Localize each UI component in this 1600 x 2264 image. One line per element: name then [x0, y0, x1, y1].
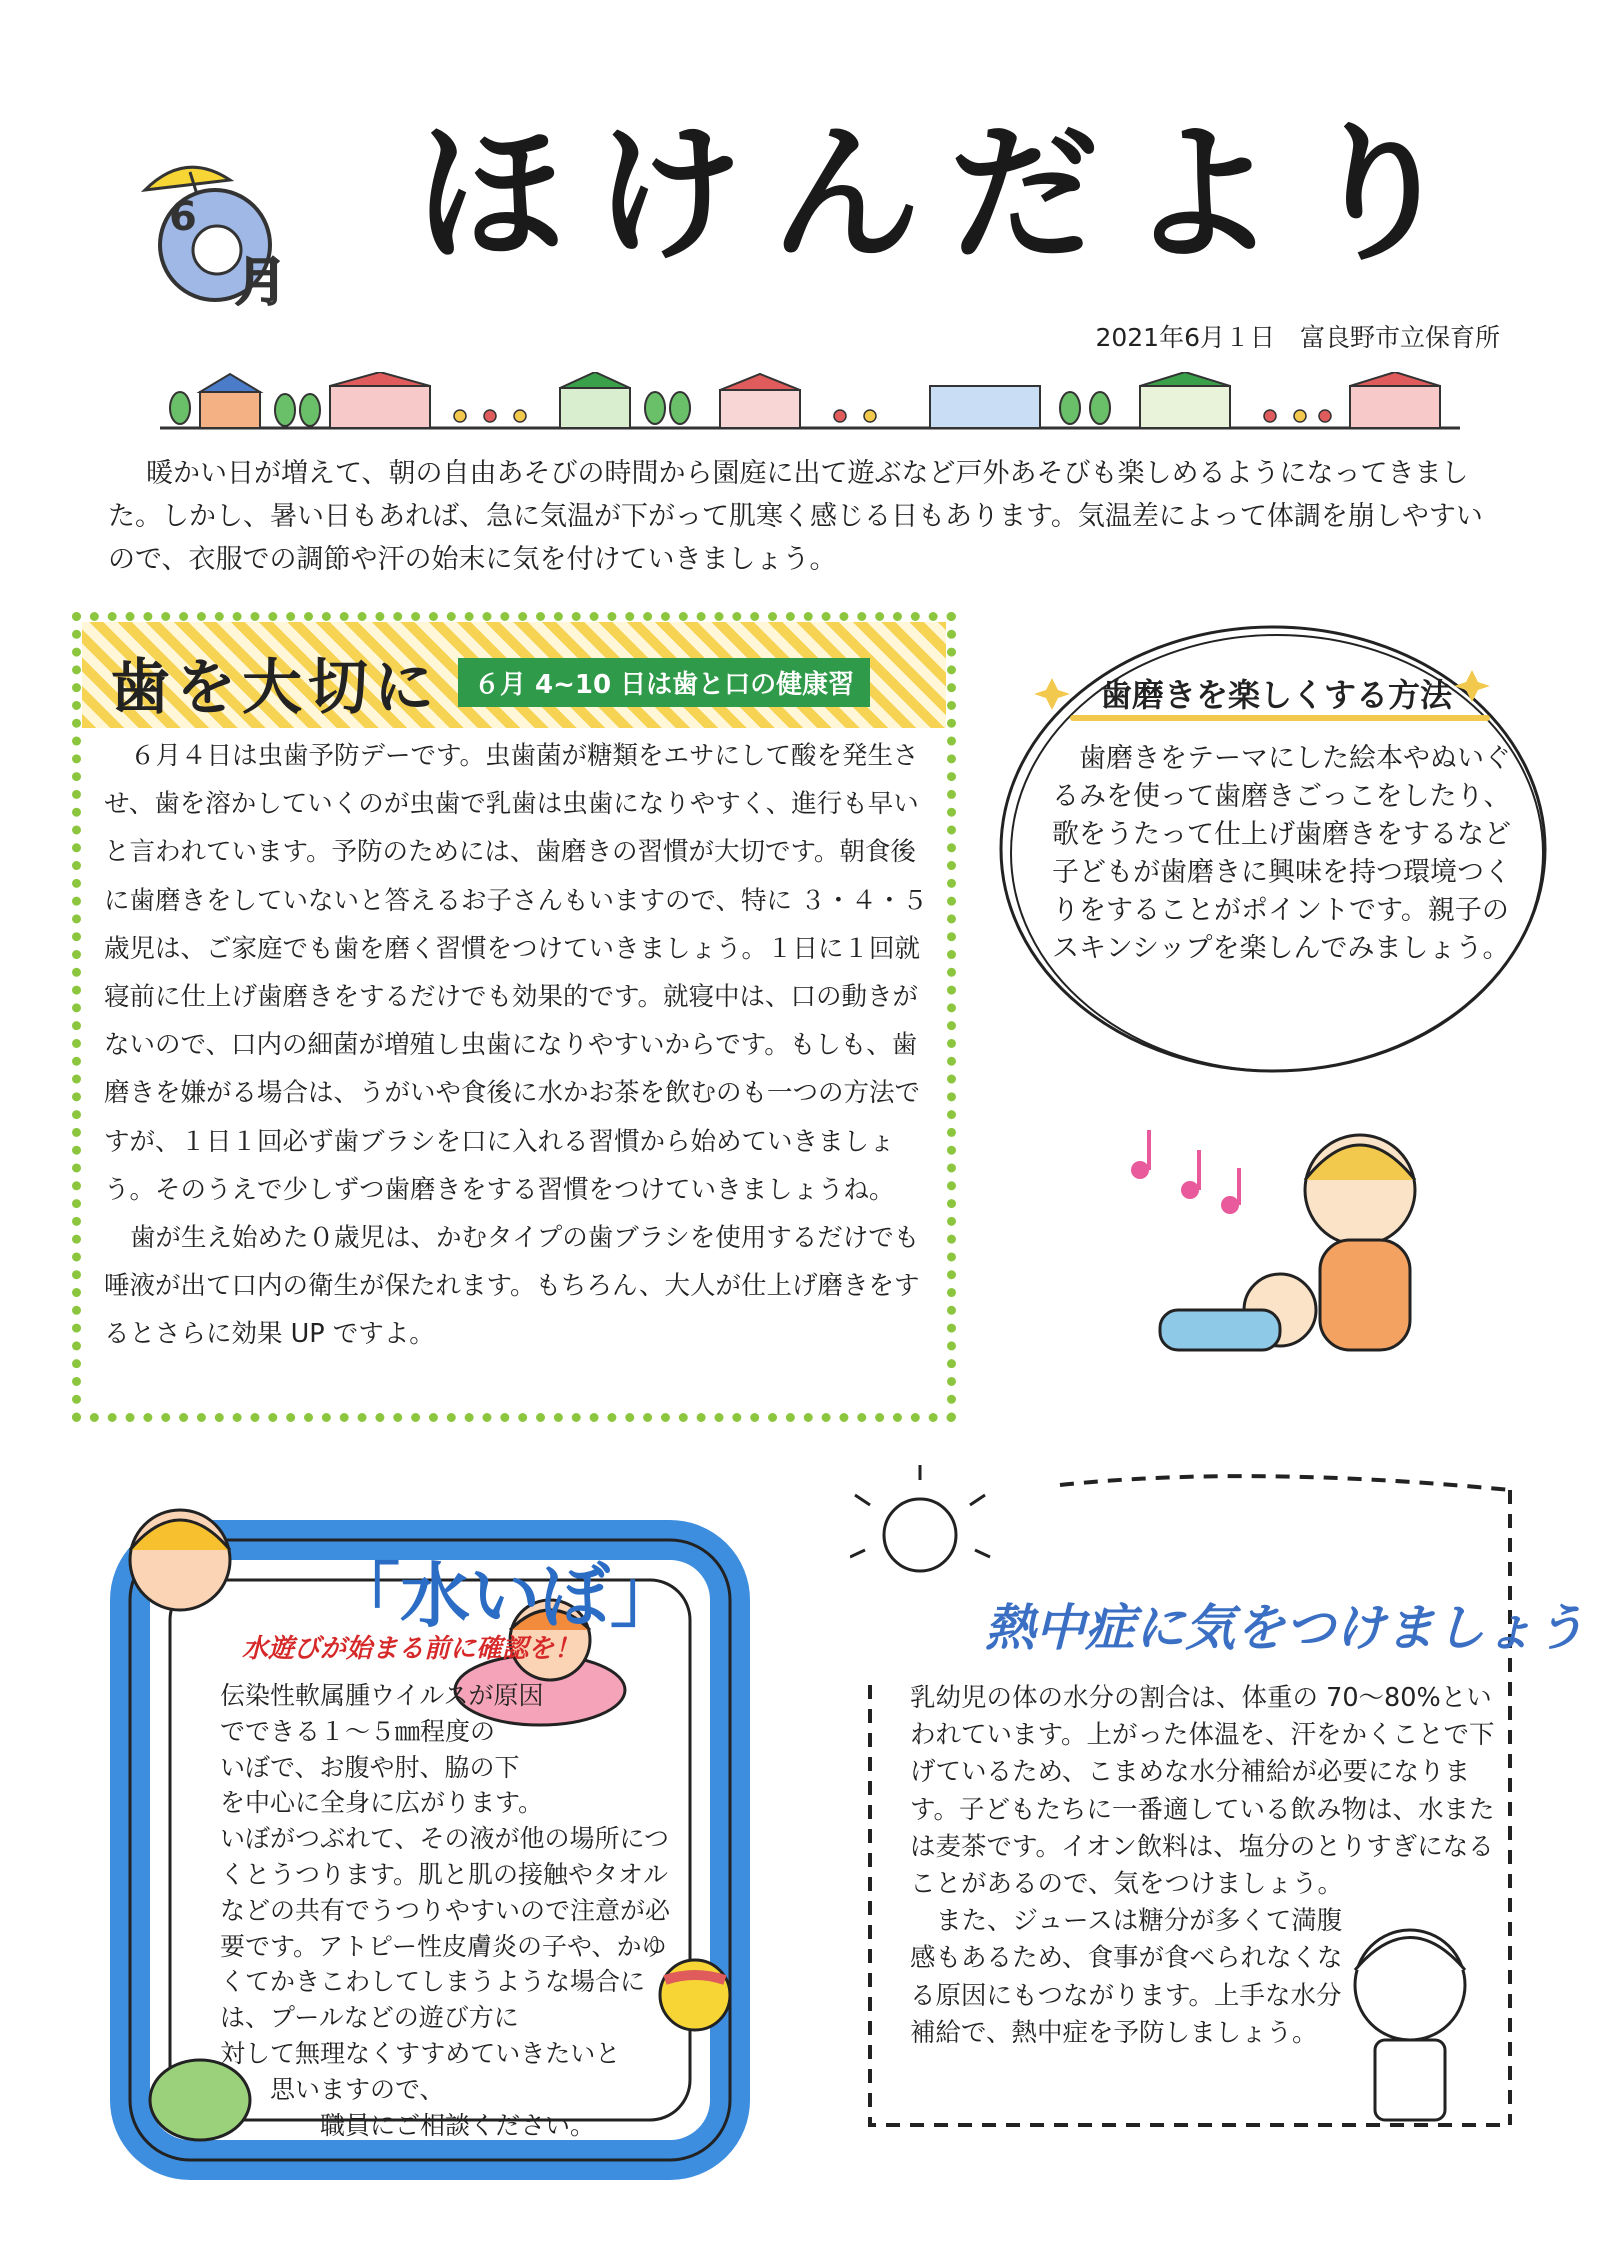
teeth-body: [104, 732, 930, 1359]
month-suffix: 月: [235, 253, 288, 310]
heatstroke-paragraph-2: また、ジュースは糖分が多くて満腹感もあるため、食事が食べられなくなる原因にもつながります。上手な水分補給で、熱中症を予防しましょう。: [910, 1906, 1343, 2048]
brushing-illustration: [1120, 1110, 1460, 1380]
mizuibo-line: いぼがつぶれて、その液が他の場所につ: [220, 1824, 670, 1854]
brushing-paragraph: 歯磨きをテーマにした絵本やぬいぐるみを使って歯磨きごっこをしたり、歌をうたって仕上げ歯磨きをするなど子どもが歯磨きに興味を持つ環境つくりをすることがポイントです。親子のスキンシップを楽しんでみましょう。: [1052, 743, 1511, 964]
month-badge: [135, 150, 305, 310]
mizuibo-body: [220, 1678, 720, 2143]
mizuibo-line: 思いますので、: [220, 2074, 445, 2104]
mizuibo-line: などの共有でうつりやすいので注意が必: [220, 1895, 671, 1925]
mizuibo-line: 伝染性軟属腫ウイルスが原因: [220, 1681, 544, 1710]
mizuibo-subtitle: 水遊びが始まる前に確認を！: [242, 1634, 581, 1664]
teeth-paragraph-2: 歯が生え始めた０歳児は、かむタイプの歯ブラシを使用するだけでも唾液が出て口内の衛生が保たれます。もちろん、大人が仕上げ磨きをするとさらに効果 UP ですよ。: [104, 1223, 920, 1350]
swimming-child-icon: [130, 1510, 230, 1610]
mizuibo-line: でできる１～５㎜程度の: [220, 1716, 496, 1746]
music-note-icon: [1131, 1130, 1241, 1214]
heatstroke-title: 熱中症に気をつけましょう: [985, 1599, 1585, 1657]
brushing-title-underline: [1070, 715, 1490, 721]
mizuibo-line: 職員にご相談ください。: [220, 2110, 596, 2140]
mizuibo-line: いぼで、お腹や肘、脇の下: [220, 1752, 520, 1782]
mizuibo-title: 「水いぼ」: [330, 1555, 680, 1637]
heatstroke-body: [910, 1680, 1510, 2052]
mizuibo-line: 対して無理なくすすめていきたいと: [220, 2038, 621, 2068]
mizuibo-line: を中心に全身に広がります。: [220, 1788, 544, 1818]
mizuibo-line: くとうつります。肌と肌の接触やタオル: [220, 1859, 669, 1889]
intro-paragraph: 暖かい日が増えて、朝の自由あそびの時間から園庭に出て遊ぶなど戸外あそびも楽しめるようになってきました。しかし、暑い日もあれば、急に気温が下がって肌寒く感じる日もあります。気温差によって体調を崩しやすいので、衣服での調節や汗の始末に気を付けていきましょう。: [108, 458, 1483, 575]
page-title: ほけんだより: [415, 108, 1484, 282]
mizuibo-line: 要です。アトピー性皮膚炎の子や、かゆ: [220, 1931, 667, 1961]
brushing-body: [1052, 740, 1512, 968]
teeth-subtitle-badge: ６月 4~10 日は歯と口の健康習: [458, 658, 870, 707]
heatstroke-paragraph-1: 乳幼児の体の水分の割合は、体重の 70～80%といわれています。上がった体温を、汗をかくことで下げているため、こまめな水分補給が必要になります。子どもたちに一番適している飲み物は、水または麦茶です。イオン飲料は、塩分のとりすぎになることがあるので、気をつけましょう。: [910, 1683, 1495, 1900]
brushing-title: 歯磨きを楽しくする方法: [1100, 676, 1453, 714]
mizuibo-line: くてかきこわしてしまうような場合に: [220, 1967, 646, 1997]
mizuibo-line: は、プールなどの遊び方に: [220, 2003, 519, 2033]
sun-icon: [850, 1465, 990, 1571]
town-border-decoration: [160, 372, 1460, 432]
month-number: 6: [169, 194, 197, 240]
teeth-title: 歯を大切に: [110, 653, 440, 723]
teeth-paragraph-1: ６月４日は虫歯予防デーです。虫歯菌が糖類をエサにして酸を発生させ、歯を溶かしていくのが虫歯で乳歯は虫歯になりやすく、進行も早いと言われています。予防のためには、歯磨きの習慣が大切です。朝食後に歯磨きをしていないと答えるお子さんもいますので、特に ３・４・５ 歳児は、ご家庭でも歯を磨く習慣をつけていきましょう。１日に１回就寝前に仕上げ歯磨きをするだけでも効果的です。就寝中は、口の動きがないので、口内の細菌が増殖し虫歯になりやすいからです。もしも、歯磨きを嫌がる場合は、うがいや食後に水かお茶を飲むのも一つの方法ですが、１日１回必ず歯ブラシを口に入れる習慣から始めていきましょう。そのうえで少しずつ歯磨きをする習慣をつけていきましょうね。: [104, 741, 928, 1205]
date-line: 2021年6月１日 富良野市立保育所: [1095, 323, 1500, 352]
